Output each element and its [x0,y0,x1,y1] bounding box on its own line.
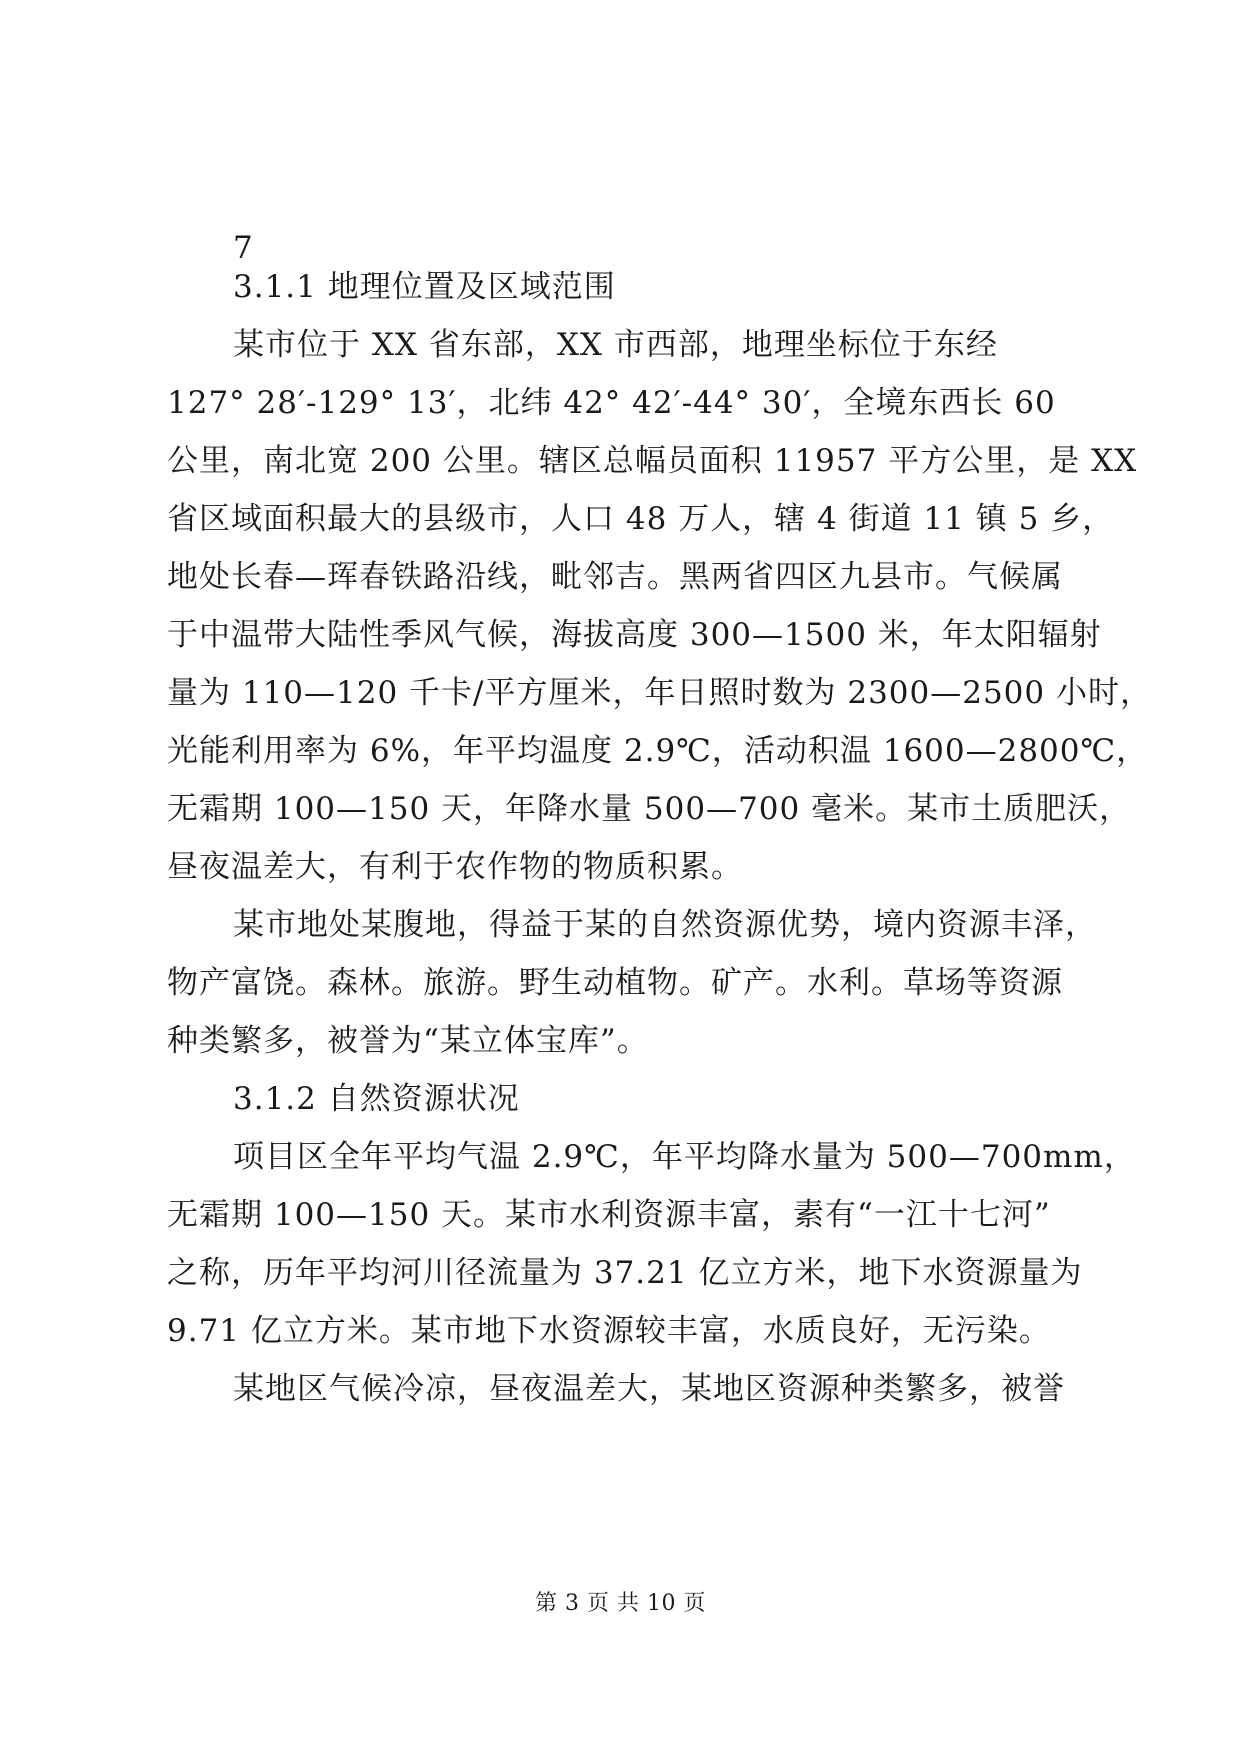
paragraph-line: 无霜期 100—150 天，年降水量 500—700 毫米。某市土质肥沃， [167,791,1132,827]
paragraph-line: 量为 110—120 千卡/平方厘米，年日照时数为 2300—2500 小时， [167,675,1152,711]
paragraph-line: 项目区全年平均气温 2.9℃，年平均降水量为 500—700mm， [233,1139,1136,1175]
section-heading-311: 3.1.1 地理位置及区域范围 [233,269,616,305]
paragraph-line: 9.71 亿立方米。某市地下水资源较丰富，水质良好，无污染。 [167,1313,1051,1349]
paragraph-line: 光能利用率为 6%，年平均温度 2.9℃，活动积温 1600—2800℃， [167,733,1149,769]
paragraph-line: 种类繁多，被誉为“某立体宝库”。 [167,1023,649,1059]
paragraph-line: 某市位于 XX 省东部，XX 市西部，地理坐标位于东经 [233,327,998,363]
paragraph-line: 之称，历年平均河川径流量为 37.21 亿立方米，地下水资源量为 [167,1255,1083,1291]
paragraph-line: 无霜期 100—150 天。某市水利资源丰富，素有“一江十七河” [167,1197,1051,1233]
page-footer: 第 3 页 共 10 页 [535,1591,706,1616]
paragraph-line: 物产富饶。森林。旅游。野生动植物。矿产。水利。草场等资源 [167,965,1063,1001]
paragraph-line: 127° 28′-129° 13′，北纬 42° 42′-44° 30′，全境东西长 60 [167,385,1056,421]
page-marker: 7 [233,230,253,266]
section-heading-312: 3.1.2 自然资源状况 [233,1081,520,1117]
paragraph-line: 于中温带大陆性季风气候，海拔高度 300—1500 米，年太阳辐射 [167,617,1102,653]
paragraph-line: 地处长春—珲春铁路沿线，毗邻吉。黑两省四区九县市。气候属 [167,559,1063,595]
paragraph-line: 省区域面积最大的县级市，人口 48 万人，辖 4 街道 11 镇 5 乡， [167,501,1115,537]
paragraph-line: 昼夜温差大，有利于农作物的物质积累。 [167,849,743,885]
paragraph-line: 公里，南北宽 200 公里。辖区总幅员面积 11957 平方公里，是 XX [167,443,1138,479]
body-text [167,258,1152,1418]
paragraph-line: 某地区气候冷凉，昼夜温差大，某地区资源种类繁多，被誉 [233,1371,1065,1407]
paragraph-line: 某市地处某腹地，得益于某的自然资源优势，境内资源丰泽， [233,907,1097,943]
